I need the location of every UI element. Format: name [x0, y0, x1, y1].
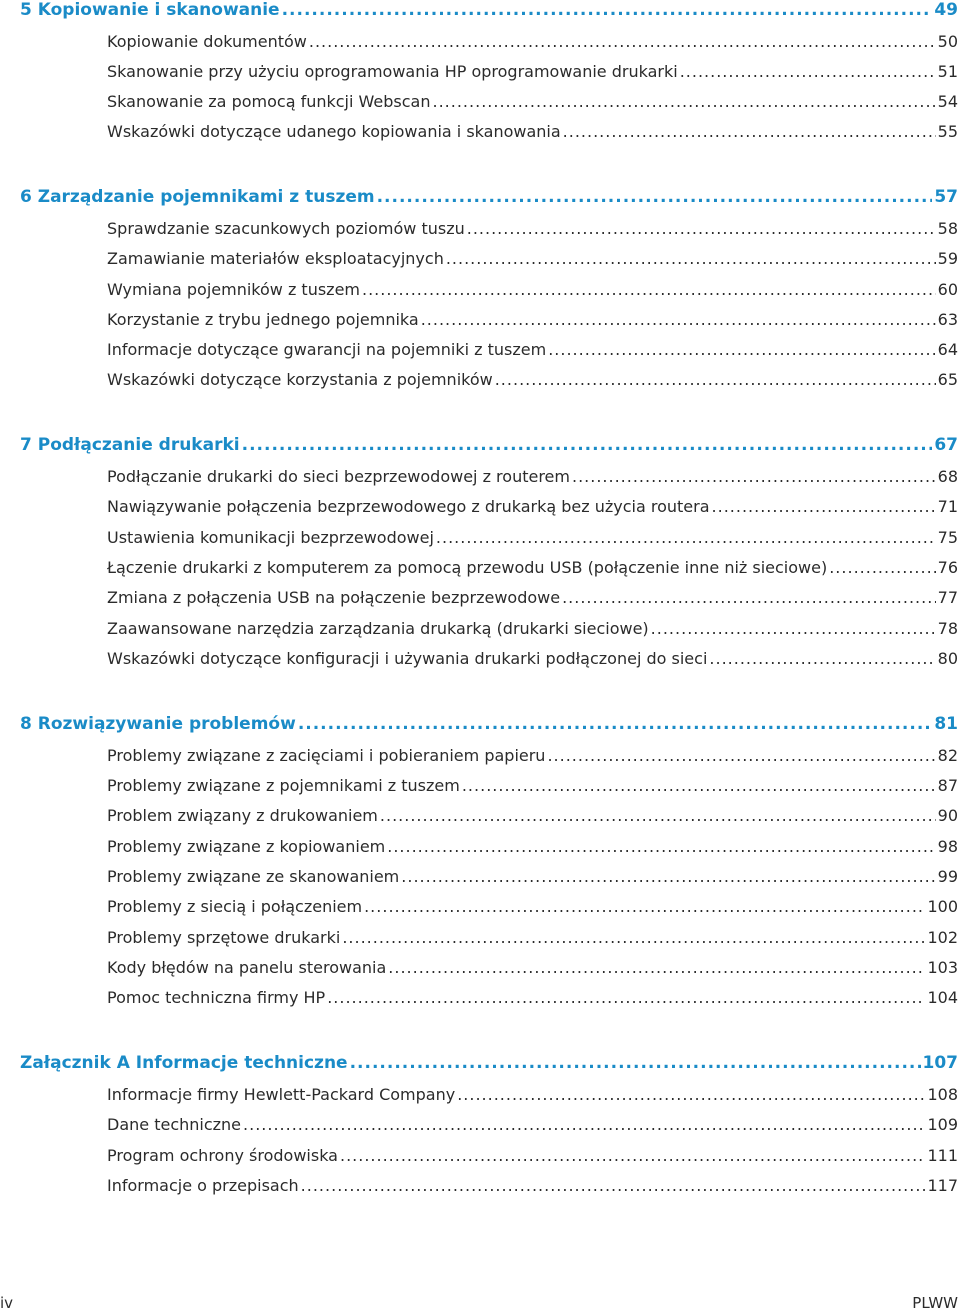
toc-chapter-heading[interactable]	[20, 0, 958, 24]
entry-title: Podłączanie drukarki do sieci bezprzewodowej z routerem	[107, 467, 570, 486]
entry-title: Problemy z siecią i połączeniem	[107, 897, 363, 916]
entry-page: 64	[937, 340, 958, 359]
entry-title: Informacje o przepisach	[107, 1176, 299, 1195]
toc-entry[interactable]	[107, 280, 958, 304]
toc-entry[interactable]	[107, 219, 958, 243]
toc-entry[interactable]	[107, 649, 958, 673]
entry-title: Skanowanie za pomocą funkcji Webscan	[107, 92, 431, 111]
dot-leader	[457, 1085, 925, 1104]
dot-leader	[462, 776, 936, 795]
chapter-title: Załącznik A Informacje techniczne	[20, 1053, 348, 1073]
toc-entry[interactable]	[107, 467, 958, 491]
toc-chapter-heading[interactable]	[20, 435, 958, 459]
dot-leader	[680, 62, 936, 81]
dot-leader	[829, 558, 935, 577]
dot-leader	[364, 897, 925, 916]
entry-page: 76	[937, 558, 958, 577]
dot-leader	[340, 1146, 925, 1165]
entry-title: Problemy związane z zacięciami i pobieraniem papieru	[107, 746, 546, 765]
toc-entry[interactable]	[107, 928, 958, 952]
entry-title: Ustawienia komunikacji bezprzewodowej	[107, 528, 434, 547]
toc-entry[interactable]	[107, 32, 958, 56]
entry-page: 50	[937, 32, 958, 51]
dot-leader	[350, 1053, 921, 1073]
entry-page: 77	[937, 588, 958, 607]
entry-title: Łączenie drukarki z komputerem za pomocą przewodu USB (połączenie inne niż sieciowe)	[107, 558, 828, 577]
entry-page: 98	[937, 837, 958, 856]
entry-page: 78	[937, 619, 958, 638]
dot-leader	[242, 435, 933, 455]
entry-page: 103	[927, 958, 958, 977]
chapter-page: 49	[934, 0, 958, 20]
dot-leader	[388, 958, 925, 977]
dot-leader	[327, 988, 925, 1007]
dot-leader	[301, 1176, 926, 1195]
toc-entry[interactable]	[107, 122, 958, 146]
toc-entry[interactable]	[107, 806, 958, 830]
entry-page: 59	[937, 249, 958, 268]
toc-entry[interactable]	[107, 528, 958, 552]
dot-leader	[298, 714, 933, 734]
chapter-title: 8 Rozwiązywanie problemów	[20, 714, 296, 734]
toc-entry[interactable]	[107, 340, 958, 364]
entry-title: Problemy związane z kopiowaniem	[107, 837, 386, 856]
entry-title: Zamawianie materiałów eksploatacyjnych	[107, 249, 444, 268]
dot-leader	[436, 528, 936, 547]
toc-entry[interactable]	[107, 588, 958, 612]
entry-page: 99	[937, 867, 958, 886]
entry-title: Zaawansowane narzędzia zarządzania drukarką (drukarki sieciowe)	[107, 619, 649, 638]
dot-leader	[547, 746, 935, 765]
toc-entry[interactable]	[107, 958, 958, 982]
toc-entry[interactable]	[107, 776, 958, 800]
dot-leader	[362, 280, 936, 299]
toc-entry[interactable]	[107, 988, 958, 1012]
dot-leader	[467, 219, 936, 238]
toc-entry[interactable]	[107, 249, 958, 273]
chapter-title: 6 Zarządzanie pojemnikami z tuszem	[20, 187, 375, 207]
locale-code: PLWW	[912, 1294, 958, 1312]
dot-leader	[243, 1115, 925, 1134]
toc-entry[interactable]	[107, 1085, 958, 1109]
toc-entry[interactable]	[107, 1115, 958, 1139]
toc-entry[interactable]	[107, 867, 958, 891]
entry-page: 55	[937, 122, 958, 141]
entry-page: 60	[937, 280, 958, 299]
toc-entry[interactable]	[107, 310, 958, 334]
dot-leader	[380, 806, 936, 825]
entry-title: Wskazówki dotyczące udanego kopiowania i skanowania	[107, 122, 561, 141]
dot-leader	[709, 649, 935, 668]
entry-page: 104	[927, 988, 958, 1007]
dot-leader	[342, 928, 925, 947]
dot-leader	[563, 122, 936, 141]
entry-title: Kopiowanie dokumentów	[107, 32, 307, 51]
chapter-title: 7 Podłączanie drukarki	[20, 435, 240, 455]
toc-entry[interactable]	[107, 897, 958, 921]
entry-page: 51	[937, 62, 958, 81]
dot-leader	[282, 0, 933, 20]
entry-page: 108	[927, 1085, 958, 1104]
entry-page: 71	[937, 497, 958, 516]
entry-title: Skanowanie przy użyciu oprogramowania HP oprogramowanie drukarki	[107, 62, 678, 81]
dot-leader	[387, 837, 935, 856]
toc-entry[interactable]	[107, 497, 958, 521]
entry-title: Pomoc techniczna firmy HP	[107, 988, 326, 1007]
dot-leader	[651, 619, 936, 638]
toc-chapter-heading[interactable]	[20, 187, 958, 211]
entry-page: 68	[937, 467, 958, 486]
entry-title: Problemy związane ze skanowaniem	[107, 867, 400, 886]
dot-leader	[548, 340, 935, 359]
dot-leader	[401, 867, 935, 886]
entry-page: 80	[937, 649, 958, 668]
chapter-page: 67	[934, 435, 958, 455]
entry-title: Kody błędów na panelu sterowania	[107, 958, 387, 977]
entry-page: 63	[937, 310, 958, 329]
chapter-page: 57	[934, 187, 958, 207]
toc-entry[interactable]	[107, 370, 958, 394]
page-number: iv	[0, 1294, 14, 1312]
entry-title: Wskazówki dotyczące korzystania z pojemników	[107, 370, 493, 389]
toc-entry[interactable]	[107, 619, 958, 643]
entry-title: Problem związany z drukowaniem	[107, 806, 378, 825]
entry-page: 58	[937, 219, 958, 238]
entry-page: 87	[937, 776, 958, 795]
toc-entry[interactable]	[107, 746, 958, 770]
entry-title: Sprawdzanie szacunkowych poziomów tuszu	[107, 219, 465, 238]
dot-leader	[421, 310, 936, 329]
dot-leader	[712, 497, 936, 516]
toc-entry[interactable]	[107, 837, 958, 861]
dot-leader	[433, 92, 936, 111]
toc-entry[interactable]	[107, 558, 958, 582]
entry-title: Zmiana z połączenia USB na połączenie bezprzewodowe	[107, 588, 561, 607]
chapter-title: 5 Kopiowanie i skanowanie	[20, 0, 280, 20]
entry-page: 54	[937, 92, 958, 111]
entry-title: Informacje firmy Hewlett-Packard Company	[107, 1085, 456, 1104]
dot-leader	[572, 467, 936, 486]
entry-page: 102	[927, 928, 958, 947]
entry-title: Dane techniczne	[107, 1115, 242, 1134]
entry-page: 111	[927, 1146, 958, 1165]
chapter-page: 81	[934, 714, 958, 734]
toc-entry[interactable]	[107, 62, 958, 86]
page-footer	[0, 1294, 960, 1314]
dot-leader	[446, 249, 936, 268]
toc-entry[interactable]	[107, 1176, 958, 1200]
entry-page: 100	[927, 897, 958, 916]
entry-title: Problemy sprzętowe drukarki	[107, 928, 341, 947]
entry-page: 90	[937, 806, 958, 825]
entry-title: Problemy związane z pojemnikami z tuszem	[107, 776, 460, 795]
entry-page: 109	[927, 1115, 958, 1134]
dot-leader	[309, 32, 936, 51]
entry-page: 82	[937, 746, 958, 765]
chapter-page: 107	[922, 1053, 958, 1073]
entry-title: Wskazówki dotyczące konfiguracji i używania drukarki podłączonej do sieci	[107, 649, 708, 668]
entry-title: Program ochrony środowiska	[107, 1146, 338, 1165]
entry-page: 75	[937, 528, 958, 547]
entry-page: 117	[927, 1176, 958, 1195]
entry-page: 65	[937, 370, 958, 389]
dot-leader	[495, 370, 936, 389]
toc-entry[interactable]	[107, 1146, 958, 1170]
dot-leader	[562, 588, 936, 607]
entry-title: Korzystanie z trybu jednego pojemnika	[107, 310, 419, 329]
toc-entry[interactable]	[107, 92, 958, 116]
entry-title: Nawiązywanie połączenia bezprzewodowego z drukarką bez użycia routera	[107, 497, 710, 516]
toc-chapter-heading[interactable]	[20, 714, 958, 738]
entry-title: Wymiana pojemników z tuszem	[107, 280, 360, 299]
dot-leader	[377, 187, 933, 207]
entry-title: Informacje dotyczące gwarancji na pojemniki z tuszem	[107, 340, 547, 359]
toc-chapter-heading[interactable]	[20, 1053, 958, 1077]
